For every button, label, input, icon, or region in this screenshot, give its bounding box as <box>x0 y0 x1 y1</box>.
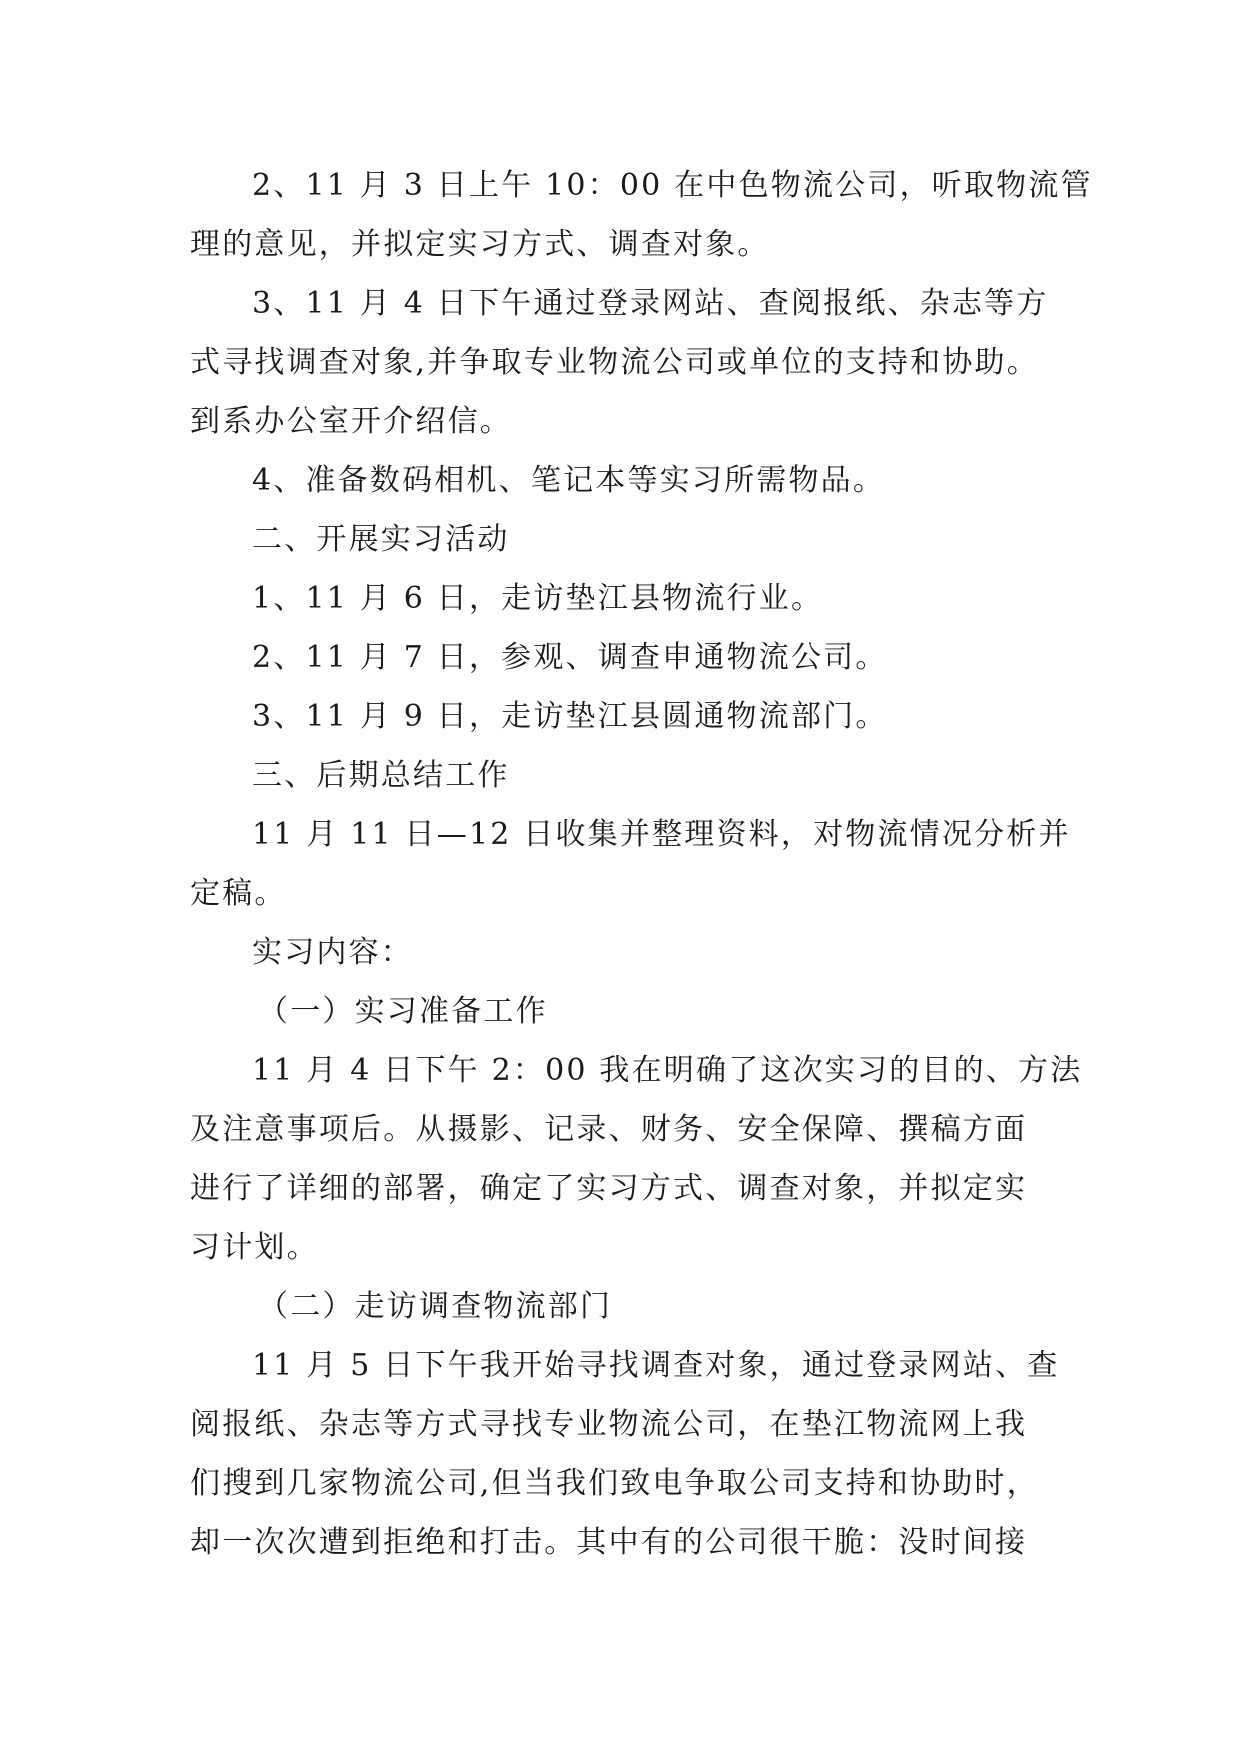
section-heading: 二、开展实习活动 <box>252 522 510 557</box>
paragraph-line: 3、11 月 4 日下午通过登录网站、查阅报纸、杂志等方 <box>252 286 1049 321</box>
paragraph-line: 定稿。 <box>190 876 287 911</box>
paragraph-line: 11 月 11 日—12 日收集并整理资料，对物流情况分析并 <box>252 817 1071 852</box>
paragraph-line: 进行了详细的部署，确定了实习方式、调查对象，并拟定实 <box>190 1171 1028 1206</box>
paragraph-line: 3、11 月 9 日，走访垫江县圆通物流部门。 <box>252 699 888 734</box>
paragraph-line: 2、11 月 3 日上午 10：00 在中色物流公司，听取物流管 <box>252 168 1093 203</box>
section-heading: 三、后期总结工作 <box>252 758 510 793</box>
paragraph-line: 11 月 5 日下午我开始寻找调查对象，通过登录网站、查 <box>252 1348 1060 1383</box>
paragraph-line: 2、11 月 7 日，参观、调查申通物流公司。 <box>252 640 888 675</box>
paragraph-line: 到系办公室开介绍信。 <box>190 404 512 439</box>
paragraph-line: 习计划。 <box>190 1230 319 1265</box>
paragraph-line: 及注意事项后。从摄影、记录、财务、安全保障、撰稿方面 <box>190 1112 1028 1147</box>
paragraph-line: 阅报纸、杂志等方式寻找专业物流公司，在垫江物流网上我 <box>190 1407 1028 1442</box>
subsection-heading: （一）实习准备工作 <box>258 994 548 1029</box>
paragraph-line: 1、11 月 6 日，走访垫江县物流行业。 <box>252 581 824 616</box>
subsection-heading: （二）走访调查物流部门 <box>258 1289 613 1324</box>
paragraph-line: 式寻找调查对象,并争取专业物流公司或单位的支持和协助。 <box>190 345 1039 380</box>
paragraph-line: 4、准备数码相机、笔记本等实习所需物品。 <box>252 463 886 498</box>
paragraph-line: 理的意见，并拟定实习方式、调查对象。 <box>190 227 770 262</box>
section-heading: 实习内容： <box>252 935 413 970</box>
paragraph-line: 们搜到几家物流公司,但当我们致电争取公司支持和协助时， <box>190 1466 1039 1501</box>
paragraph-line: 11 月 4 日下午 2：00 我在明确了这次实习的目的、方法 <box>252 1053 1083 1088</box>
paragraph-line: 却一次次遭到拒绝和打击。其中有的公司很干脆：没时间接 <box>190 1525 1028 1560</box>
